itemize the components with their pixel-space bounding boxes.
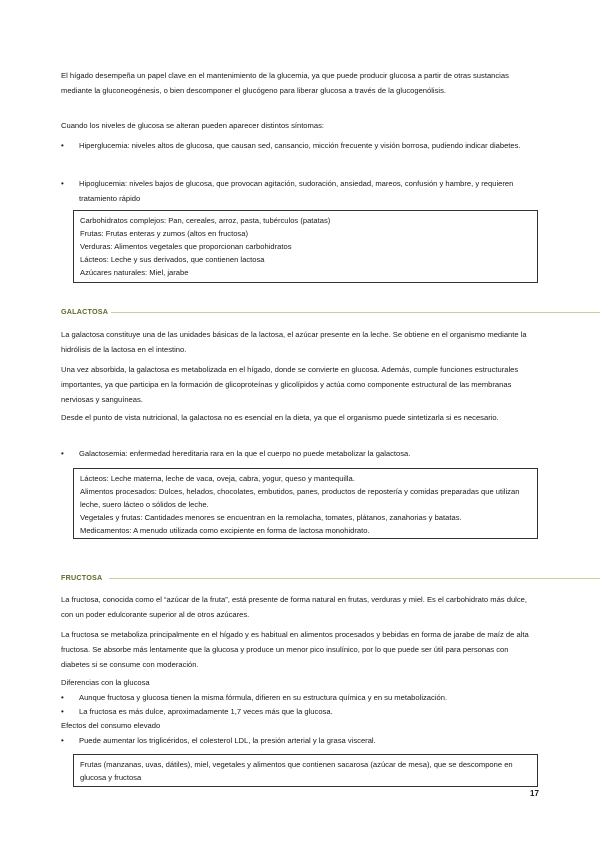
bullet-text: Galactosemia: enfermedad hereditaria rara en la que el cuerpo no puede metabolizar la galactosa. xyxy=(79,449,411,458)
list-item xyxy=(61,176,539,206)
box-line: Vegetales y frutas: Cantidades menores se encuentran en la remolacha, tomates, plátanos, zanahorias y batatas. xyxy=(80,513,462,522)
box-line: Medicamentos: A menudo utilizada como excipiente en forma de lactosa monohidrato. xyxy=(80,526,370,535)
box-line: Verduras: Alimentos vegetales que proporcionan carbohidratos xyxy=(80,242,292,251)
box-line: Lácteos: Leche y sus derivados, que contienen lactosa xyxy=(80,255,265,264)
bullet-icon: • xyxy=(61,449,64,458)
list-item xyxy=(61,733,539,748)
bullet-icon: • xyxy=(61,736,64,745)
box-line: Lácteos: Leche materna, leche de vaca, oveja, cabra, yogur, queso y mantequilla. xyxy=(80,474,355,483)
bullet-text: Hiperglucemia: niveles altos de glucosa, que causan sed, cansancio, micción frecuente y visión borrosa, pudiendo indicar diabetes. xyxy=(79,141,521,150)
bullet-icon: • xyxy=(61,693,64,702)
fructosa-paragraph-1: La fructosa, conocida como el “azúcar de la fruta”, está presente de forma natural en frutas, verduras y miel. Es el carbohidrato más dulce, con un poder edulcorante superior al de otros azúcares. xyxy=(61,595,527,619)
galactosa-paragraph-3: Desde el punto de vista nutricional, la galactosa no es esencial en la dieta, ya que el organismo puede sintetizarla si es necesario. xyxy=(61,413,499,422)
list-item xyxy=(61,690,539,705)
galactosa-paragraph-1: La galactosa constituye una de las unidades básicas de la lactosa, el azúcar presente en la leche. Se obtiene en el organismo mediante la hidrólisis de la lactosa en el intestino. xyxy=(61,330,527,354)
galactosa-paragraph-2: Una vez absorbida, la galactosa es metabolizada en el hígado, donde se convierte en glucosa. Además, cumple funciones estructurales importantes, ya que participa en la formación de glicoproteínas y glicolípidos y actúa como componente estructural de las membranas nerviosas y sanguíneas. xyxy=(61,365,519,404)
box-line: Frutas (manzanas, uvas, dátiles), miel, vegetales y alimentos que contienen sacarosa (azúcar de mesa), que se descompone en glucosa y fructosa xyxy=(80,760,513,782)
list-item xyxy=(61,704,539,719)
list-item xyxy=(61,138,539,153)
bullet-icon: • xyxy=(61,707,64,716)
bullet-text: La fructosa es más dulce, aproximadamente 1,7 veces más que la glucosa. xyxy=(79,707,333,716)
effects-heading: Efectos del consumo elevado xyxy=(61,721,161,730)
fructose-sources-box xyxy=(73,754,538,787)
box-line: Alimentos procesados: Dulces, helados, chocolates, embutidos, panes, productos de repostería y comidas preparadas que utilizan leche, suero lácteo o sólidos de leche. xyxy=(80,487,520,509)
section-title-galactosa: GALACTOSA xyxy=(61,307,109,316)
section-title-fructosa: FRUCTOSA xyxy=(61,573,103,582)
bullet-text: Hipoglucemia: niveles bajos de glucosa, que provocan agitación, sudoración, ansiedad, mareos, confusión y hambre, y requieren tratamiento rápido xyxy=(79,179,514,203)
list-item xyxy=(61,446,539,461)
section-divider xyxy=(111,312,600,313)
box-line: Carbohidratos complejos: Pan, cereales, arroz, pasta, tubérculos (patatas) xyxy=(80,216,331,225)
page-number: 17 xyxy=(530,789,539,798)
bullet-text: Puede aumentar los triglicéridos, el colesterol LDL, la presión arterial y la grasa visceral. xyxy=(79,736,376,745)
bullet-icon: • xyxy=(61,179,64,188)
carbohydrate-sources-box xyxy=(73,210,538,283)
bullet-text: Aunque fructosa y glucosa tienen la misma fórmula, difieren en su estructura química y en su metabolización. xyxy=(79,693,448,702)
galactose-sources-box xyxy=(73,468,538,539)
intro-paragraph-2: Cuando los niveles de glucosa se alteran pueden aparecer distintos síntomas: xyxy=(61,121,324,130)
box-line: Azúcares naturales: Miel, jarabe xyxy=(80,268,189,277)
bullet-icon: • xyxy=(61,141,64,150)
box-line: Frutas: Frutas enteras y zumos (altos en fructosa) xyxy=(80,229,248,238)
fructosa-paragraph-2: La fructosa se metaboliza principalmente en el hígado y es habitual en alimentos procesados y bebidas en forma de jarabe de maíz de alta fructosa. Se absorbe más lentamente que la glucosa y produce un menor pico insulínico, por lo que puede ser útil para personas con diabetes si se consume con moderación. xyxy=(61,630,529,669)
intro-paragraph-1: El hígado desempeña un papel clave en el mantenimiento de la glucemia, ya que puede producir glucosa a partir de otras sustancias mediante la gluconeogénesis, o bien descomponer el glucógeno para liberar glucosa a través de la glucogenólisis. xyxy=(61,71,509,95)
differences-heading: Diferencias con la glucosa xyxy=(61,678,150,687)
section-divider xyxy=(109,578,600,579)
